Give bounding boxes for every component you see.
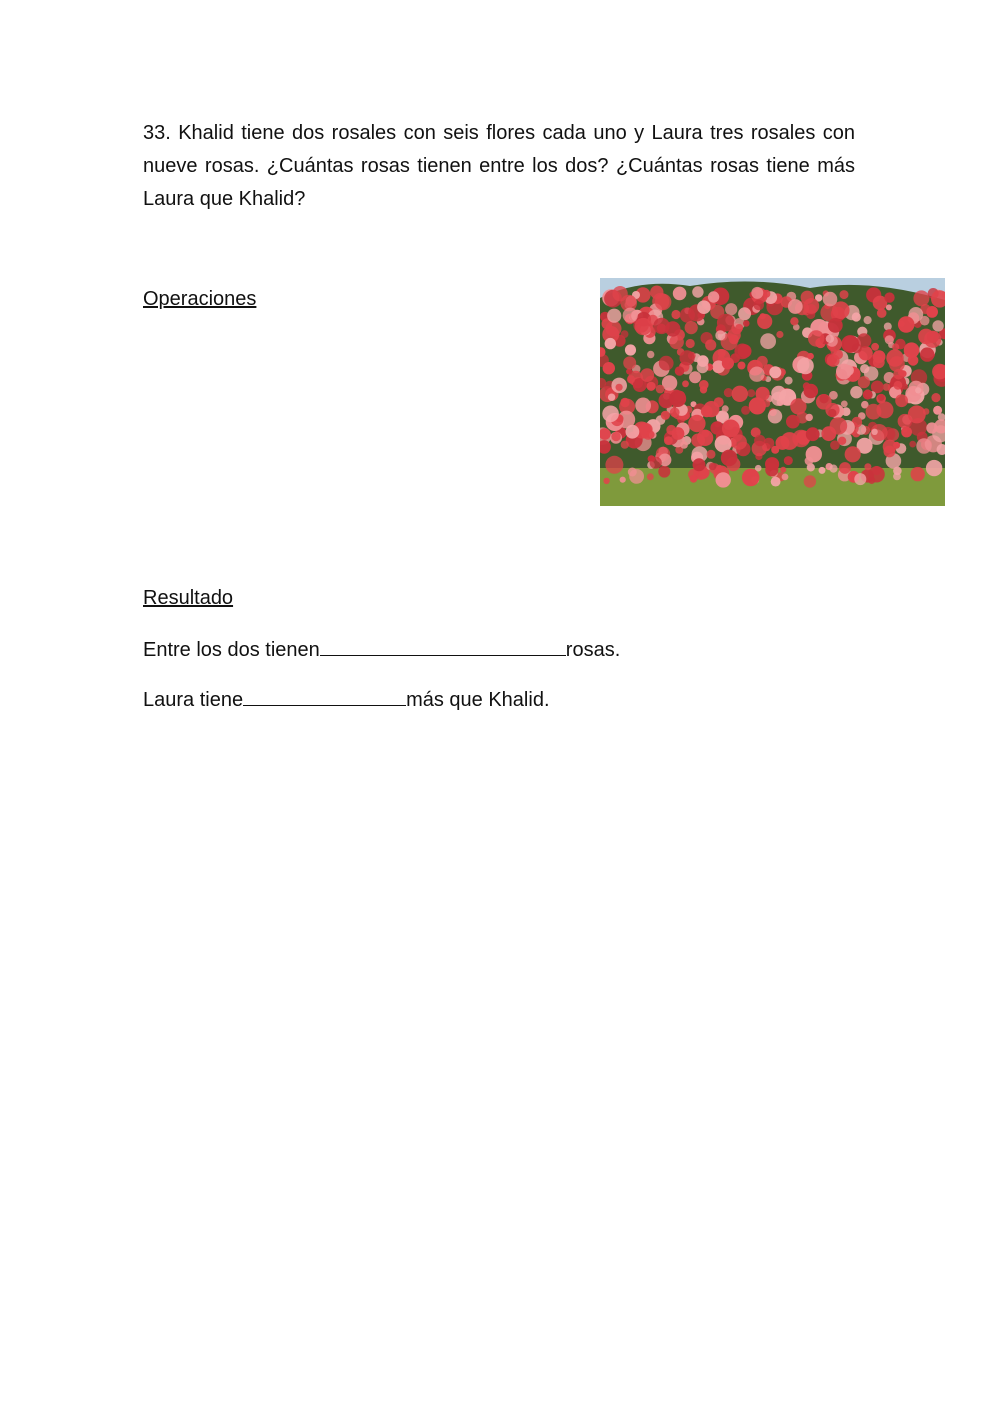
answer-total-blank[interactable] bbox=[320, 635, 566, 656]
answer-difference-suffix: más que Khalid. bbox=[406, 689, 550, 711]
answer-difference-blank[interactable] bbox=[243, 685, 406, 706]
answer-difference-prefix: Laura tiene bbox=[143, 689, 244, 711]
operaciones-heading: Operaciones bbox=[143, 288, 257, 310]
rose-bush-photo bbox=[600, 278, 945, 506]
answer-total-prefix: Entre los dos tienen bbox=[143, 639, 320, 661]
resultado-heading: Resultado bbox=[143, 587, 234, 609]
answer-line-difference bbox=[143, 685, 550, 713]
answer-total-suffix: rosas. bbox=[565, 639, 621, 661]
problem-statement: 33. Khalid tiene dos rosales con seis flores cada uno y Laura tres rosales con nueve rosas. ¿Cuántas rosas tienen entre los dos? ¿Cuántas rosas tiene más Laura que Khalid? bbox=[143, 122, 855, 210]
answer-line-total bbox=[143, 635, 620, 663]
